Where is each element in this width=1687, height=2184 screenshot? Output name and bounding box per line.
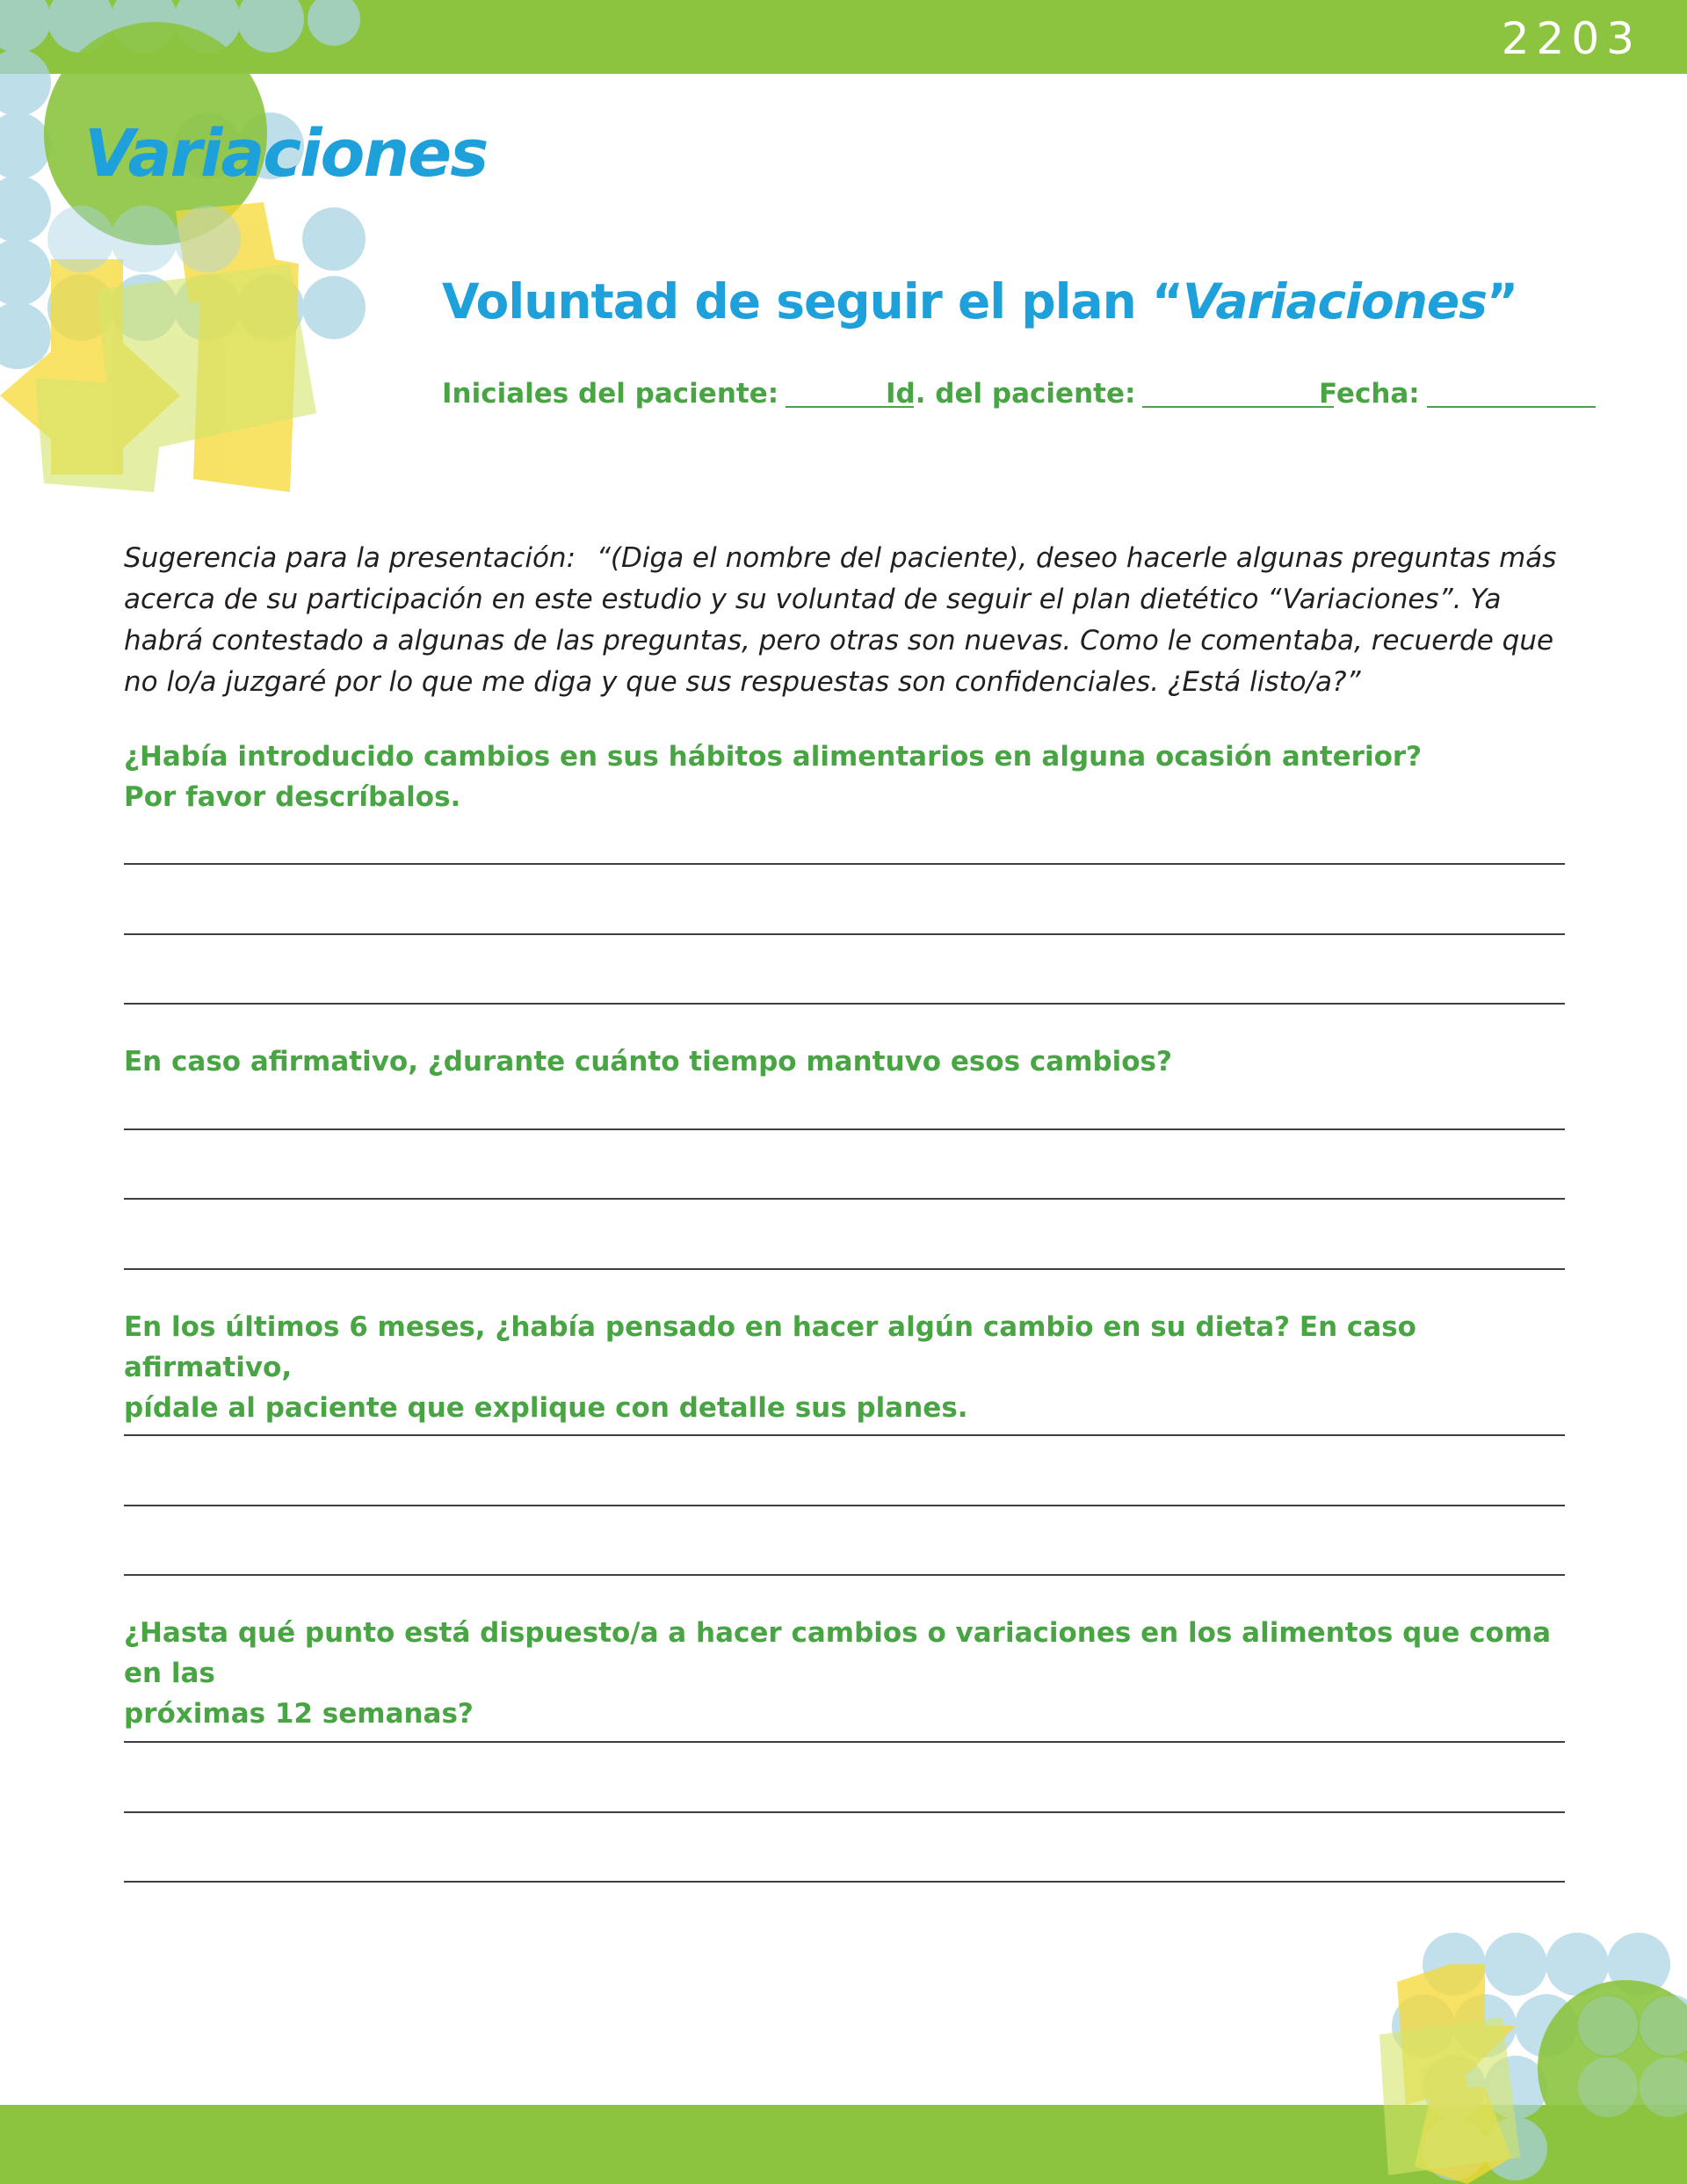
brand-logo-text: Variaciones — [84, 116, 488, 192]
presentation-suggestion-text: “(Diga el nombre del paciente), deseo hacerle algunas preguntas más acerca de su participación en este estudio y su voluntad de seguir el plan dietético “Variaciones”. Ya habrá contestado a algunas de las preguntas, pero otras son nuevas. Como le comentaba, recuerde que no lo/a juzgaré por lo que me diga y que sus respuestas son confidenciales. ¿Está listo/a?” — [124, 542, 1557, 698]
answer-line[interactable] — [124, 1434, 1565, 1436]
question-1-line-2: Por favor descríbalos. — [124, 781, 461, 813]
question-4 — [124, 1613, 1565, 1734]
answer-line[interactable] — [124, 1505, 1565, 1506]
form-title-prefix: Voluntad de seguir el plan “ — [442, 273, 1184, 330]
patient-id-label: Id. del paciente: — [886, 378, 1136, 410]
initials-label: Iniciales del paciente: — [442, 378, 779, 410]
question-2-line-1: En caso afirmativo, ¿durante cuánto tiempo mantuvo esos cambios? — [124, 1046, 1172, 1077]
answer-line[interactable] — [124, 1003, 1565, 1005]
patient-id-field — [886, 373, 1334, 415]
question-3-line-1: En los últimos 6 meses, ¿había pensado en hacer algún cambio en su dieta? En caso afirmativo, — [124, 1311, 1416, 1383]
date-field — [1319, 373, 1596, 415]
answer-line[interactable] — [124, 1881, 1565, 1883]
initials-field — [442, 373, 914, 415]
presentation-suggestion-label: Sugerencia para la presentación: — [124, 542, 576, 574]
question-4-line-2: próximas 12 semanas? — [124, 1698, 474, 1730]
answer-line[interactable] — [124, 1128, 1565, 1130]
decorative-dots-top-left — [0, 0, 369, 510]
question-1 — [124, 736, 1565, 817]
date-label: Fecha: — [1319, 378, 1420, 410]
date-blank[interactable] — [1427, 376, 1596, 408]
presentation-suggestion — [124, 538, 1565, 703]
form-title — [442, 270, 1517, 333]
decorative-dots-bottom-right — [1371, 1929, 1687, 2184]
question-2 — [124, 1041, 1565, 1082]
form-title-suffix: ” — [1486, 273, 1518, 330]
answer-line[interactable] — [124, 1741, 1565, 1743]
answer-line[interactable] — [124, 1574, 1565, 1576]
question-3 — [124, 1307, 1565, 1428]
answer-line[interactable] — [124, 1198, 1565, 1200]
question-1-line-1: ¿Había introducido cambios en sus hábitos alimentarios en alguna ocasión anterior? — [124, 741, 1423, 773]
patient-header-fields — [442, 373, 1584, 417]
question-4-line-1: ¿Hasta qué punto está dispuesto/a a hacer cambios o variaciones en los alimentos que coma en las — [124, 1617, 1552, 1689]
form-title-emphasis: Variaciones — [1183, 273, 1487, 330]
patient-id-blank[interactable] — [1142, 376, 1334, 408]
answer-line[interactable] — [124, 1268, 1565, 1270]
answer-line[interactable] — [124, 863, 1565, 865]
answer-line[interactable] — [124, 1811, 1565, 1813]
question-3-line-2: pídale al paciente que explique con detalle sus planes. — [124, 1392, 968, 1424]
page-number: 2203 — [1501, 13, 1641, 64]
answer-line[interactable] — [124, 933, 1565, 935]
